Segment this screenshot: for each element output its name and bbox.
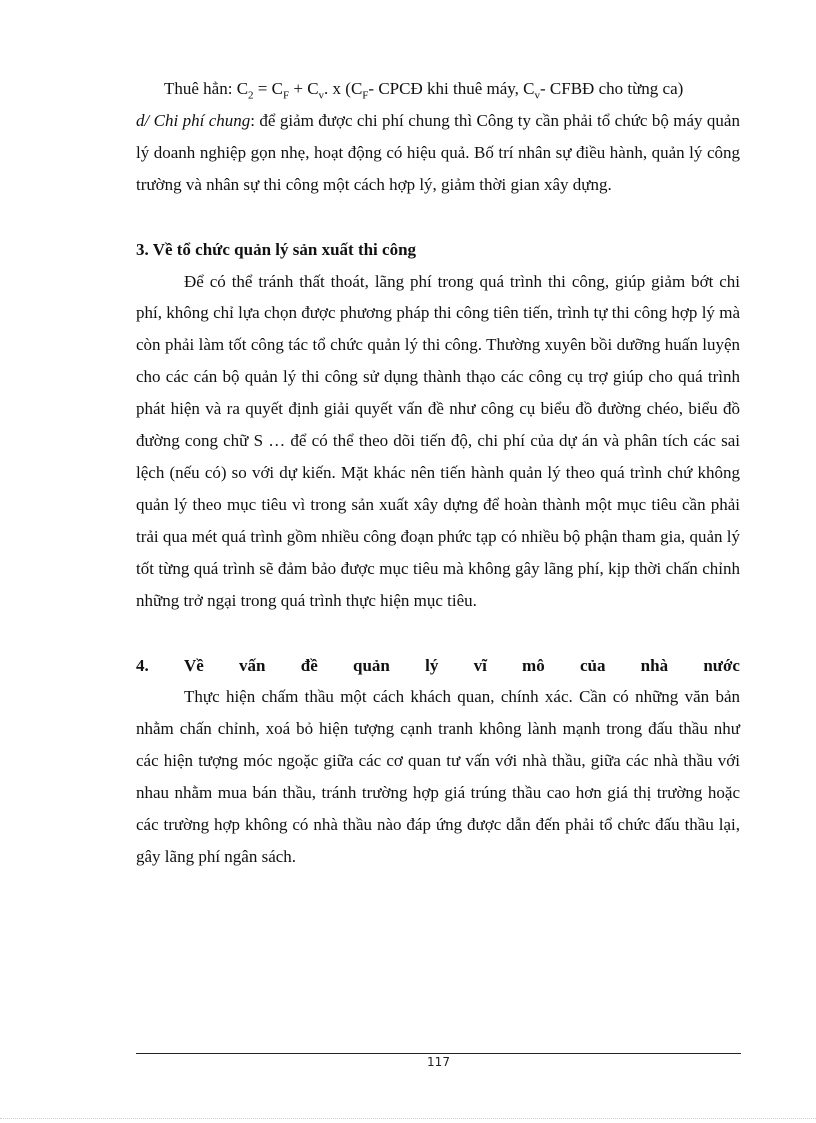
formula-lead: Thuê hẳn: C (164, 79, 249, 98)
rental-formula-paragraph (136, 73, 740, 105)
section-4-heading-word: Về (183, 655, 204, 675)
general-cost-paragraph (136, 105, 740, 201)
general-cost-text: : để giảm được chi phí chung thì Công ty cần phải tổ chức bộ máy quản lý doanh nghiệp gọn nhẹ, hoạt động có hiệu quả. Bố trí nhân sự điều hành, quản lý công trường và nhân sự thi công một cách hợp lý, giảm thời gian xây dựng. (136, 110, 740, 194)
formula-sub-f2: F (362, 89, 369, 102)
section-4-heading-word: đề (300, 655, 318, 675)
formula-sub-2: 2 (248, 89, 254, 102)
formula-mid-2: + C (289, 79, 319, 98)
page-bottom-edge (0, 1118, 816, 1119)
formula-sub-f: F (282, 89, 290, 102)
page-body (136, 73, 740, 873)
section-4-heading-word: mô (522, 655, 545, 675)
section-gap (136, 617, 740, 650)
page-number: 117 (427, 1055, 450, 1069)
section-4-heading-word: 4. (136, 655, 149, 675)
section-gap (136, 201, 740, 234)
section-4-heading-word: của (579, 655, 606, 675)
section-3-body: Để có thể tránh thất thoát, lãng phí trong quá trình thi công, giúp giảm bớt chi phí, không chỉ lựa chọn được phương pháp thi công tiên tiến, trình tự thi công hợp lý mà còn phải làm tốt công tác tổ chức quản lý thi công. Thường xuyên bồi dưỡng huấn luyện cho các cán bộ quản lý thi công sử dụng thành thạo các công cụ trợ giúp cho quá trình phát hiện và ra quyết định giải quyết vấn đề như công cụ biểu đồ đường chéo, biểu đồ đường cong chữ S … để có thể theo dõi tiến độ, chi phí của dự án và phân tích các sai lệch (nếu có) so với dự kiến. Mặt khác nên tiến hành quản lý theo quá trình chứ không quản lý theo mục tiêu vì trong sản xuất xây dựng để hoàn thành một mục tiêu cần phải trải qua mét quá trình gồm nhiều công đoạn phức tạp có nhiều bộ phận tham gia, quản lý tốt từng quá trình sẽ đảm bảo được mục tiêu mà không gây lãng phí, kịp thời chấn chỉnh những trở ngại trong quá trình thực hiện mục tiêu. (136, 271, 740, 610)
formula-mid-4: - CPCĐ khi thuê máy, C (368, 79, 535, 98)
section-4-heading-word: quản (352, 655, 390, 675)
formula-mid-5: - CFBĐ cho từng ca) (540, 79, 684, 98)
section-3-heading: 3. Về tổ chức quản lý sản xuất thi công (136, 239, 417, 259)
formula-sub-v2: v (534, 89, 540, 102)
section-4-heading-word: nhà (640, 655, 669, 675)
section-4-heading-word: vấn (239, 655, 266, 675)
section-4-body: Thực hiện chấm thầu một cách khách quan, chính xác. Cần có những văn bản nhằm chấn chỉnh, xoá bỏ hiện tượng cạnh tranh không lành mạnh trong đấu thầu như các hiện tượng móc ngoặc giữa các cơ quan tư vấn với nhà thầu, giữa các nhà thầu với nhau nhằm mua bán thầu, tránh trường hợp giá trúng thầu cao hơn giá thị trường hoặc các trường hợp không có nhà thầu nào đáp ứng được dẫn đến phải tổ chức đấu thầu lại, gây lãng phí ngân sách. (136, 687, 740, 866)
section-4-heading-word: nước (703, 655, 740, 675)
footer-divider (136, 1053, 741, 1054)
section-4-heading-word: lý (425, 655, 439, 675)
formula-mid-1: = C (253, 79, 283, 98)
section-4-heading-word: vĩ (473, 655, 487, 675)
formula-sub-v: v (318, 89, 325, 102)
formula-mid-3: . x (C (324, 79, 363, 98)
general-cost-label: d/ Chi phí chung (136, 110, 251, 130)
section-4-heading (136, 650, 740, 682)
